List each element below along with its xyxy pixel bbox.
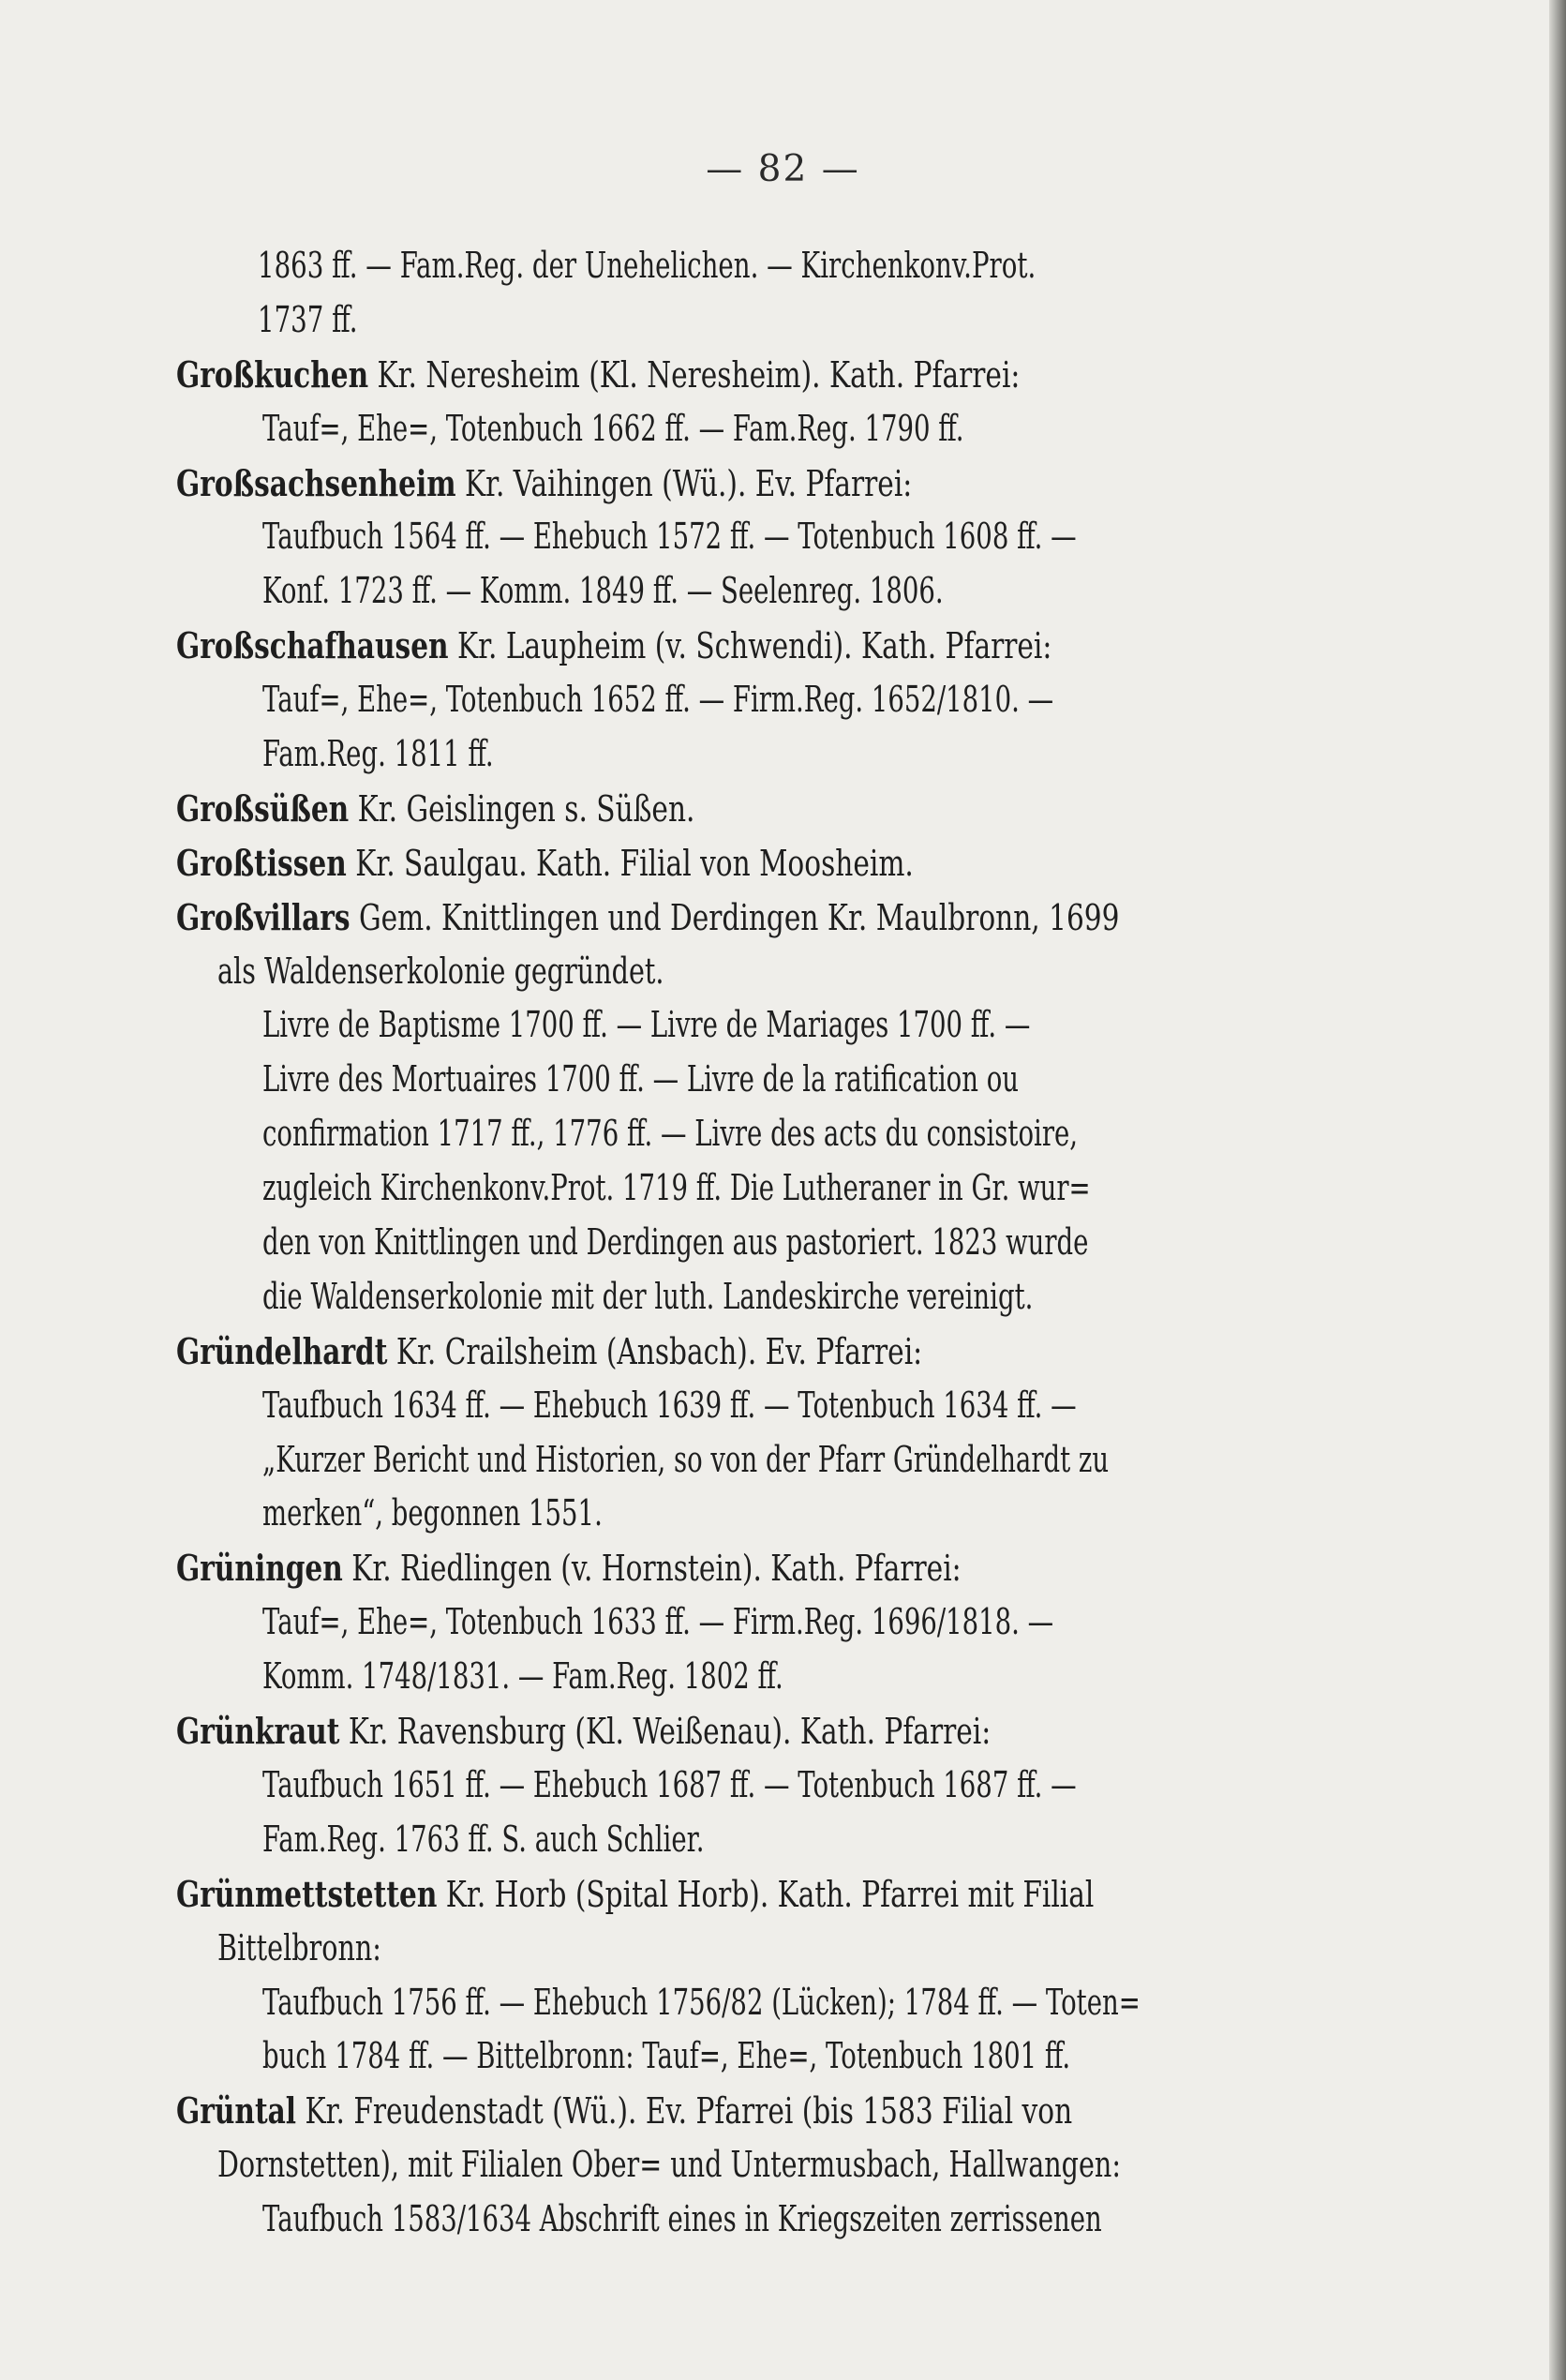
text-line: „Kurzer Bericht und Historien, so von der Pfarr Gründelhardt zu [262, 1438, 1110, 1480]
text-line: Tauf=, Ehe=, Totenbuch 1652 ff. — Firm.Reg. 1652/1810. — [262, 679, 1054, 721]
text-line: 1737 ff. [258, 298, 358, 340]
entry-line: Grünmettstetten Kr. Horb (Spital Horb). Kath. Pfarrei mit Filial [176, 1872, 1095, 1915]
text-line: Livre des Mortuaires 1700 ff. — Livre de la ratification ou [262, 1058, 1020, 1100]
entry-name: Grüntal [176, 2089, 297, 2133]
text-line: 1863 ff. — Fam.Reg. der Unehelichen. — Kirchenkonv.Prot. [258, 245, 1037, 286]
text-line: Komm. 1748/1831. — Fam.Reg. 1802 ff. [262, 1655, 783, 1698]
text-line: Livre de Baptisme 1700 ff. — Livre de Mariages 1700 ff. — [262, 1004, 1031, 1046]
text-line: Taufbuch 1756 ff. — Ehebuch 1756/82 (Lücken); 1784 ff. — Toten= [262, 1981, 1141, 2023]
entry-name: Großsüßen [176, 786, 350, 830]
entry-line: Großschafhausen Kr. Laupheim (v. Schwendi). Kath. Pfarrei: [176, 624, 1052, 667]
text-line: Taufbuch 1583/1634 Abschrift eines in Kriegszeiten zerrissenen [262, 2198, 1102, 2240]
entry-line: Großtissen Kr. Saulgau. Kath. Filial von Moosheim. [176, 841, 914, 884]
entry-name: Großvillars [176, 895, 350, 938]
text-line: Dornstetten), mit Filialen Ober= und Untermusbach, Hallwangen: [217, 2144, 1121, 2186]
text-line: Taufbuch 1651 ff. — Ehebuch 1687 ff. — Totenbuch 1687 ff. — [262, 1763, 1077, 1805]
text-line: Taufbuch 1634 ff. — Ehebuch 1639 ff. — Totenbuch 1634 ff. — [262, 1384, 1077, 1426]
text-line: Fam.Reg. 1811 ff. [262, 733, 494, 775]
text-line: Taufbuch 1564 ff. — Ehebuch 1572 ff. — Totenbuch 1608 ff. — [262, 516, 1077, 558]
entry-line: Grüningen Kr. Riedlingen (v. Hornstein). Kath. Pfarrei: [176, 1547, 962, 1590]
text-line: Tauf=, Ehe=, Totenbuch 1662 ff. — Fam.Reg. 1790 ff. [262, 407, 964, 449]
entry-name: Großtissen [176, 841, 347, 884]
text-line: den von Knittlingen und Derdingen aus pastoriert. 1823 wurde [262, 1221, 1089, 1264]
text-line: als Waldenserkolonie gegründet. [217, 950, 664, 992]
entry-line: Gründelhardt Kr. Crailsheim (Ansbach). Ev. Pfarrei: [176, 1329, 923, 1372]
entry-line: Grüntal Kr. Freudenstadt (Wü.). Ev. Pfarrei (bis 1583 Filial von [176, 2089, 1073, 2133]
register-text [0, 239, 1566, 2247]
text-line: Bittelbronn: [217, 1926, 381, 1968]
entry-name: Grünkraut [176, 1710, 340, 1753]
page-number: — 82 — [706, 148, 860, 190]
entry-name: Grünmettstetten [176, 1872, 438, 1915]
entry-name: Großsachsenheim [176, 461, 456, 504]
text-line: Fam.Reg. 1763 ff. S. auch Schlier. [262, 1818, 705, 1860]
entry-line: Großkuchen Kr. Neresheim (Kl. Neresheim). Kath. Pfarrei: [176, 352, 1021, 396]
text-line: buch 1784 ff. — Bittelbronn: Tauf=, Ehe=, Totenbuch 1801 ff. [262, 2035, 1071, 2077]
text-line: merken“, begonnen 1551. [262, 1492, 603, 1534]
page-edge-shadow [1549, 0, 1566, 2380]
entry-line: Grünkraut Kr. Ravensburg (Kl. Weißenau). Kath. Pfarrei: [176, 1710, 992, 1753]
text-line: Konf. 1723 ff. — Komm. 1849 ff. — Seelenreg. 1806. [262, 570, 944, 612]
entry-name: Gründelhardt [176, 1329, 388, 1372]
text-line: die Waldenserkolonie mit der luth. Landeskirche vereinigt. [262, 1275, 1034, 1317]
entry-name: Grüningen [176, 1547, 343, 1590]
entry-line: Großvillars Gem. Knittlingen und Derdingen Kr. Maulbronn, 1699 [176, 895, 1120, 938]
entry-line: Großsüßen Kr. Geislingen s. Süßen. [176, 786, 695, 830]
entry-name: Großschafhausen [176, 624, 449, 667]
entry-name: Großkuchen [176, 352, 369, 396]
entry-line: Großsachsenheim Kr. Vaihingen (Wü.). Ev. Pfarrei: [176, 461, 913, 504]
text-line: zugleich Kirchenkonv.Prot. 1719 ff. Die Lutheraner in Gr. wur= [262, 1167, 1091, 1209]
text-line: confirmation 1717 ff., 1776 ff. — Livre des acts du consistoire, [262, 1113, 1079, 1155]
text-line: Tauf=, Ehe=, Totenbuch 1633 ff. — Firm.Reg. 1696/1818. — [262, 1601, 1054, 1643]
